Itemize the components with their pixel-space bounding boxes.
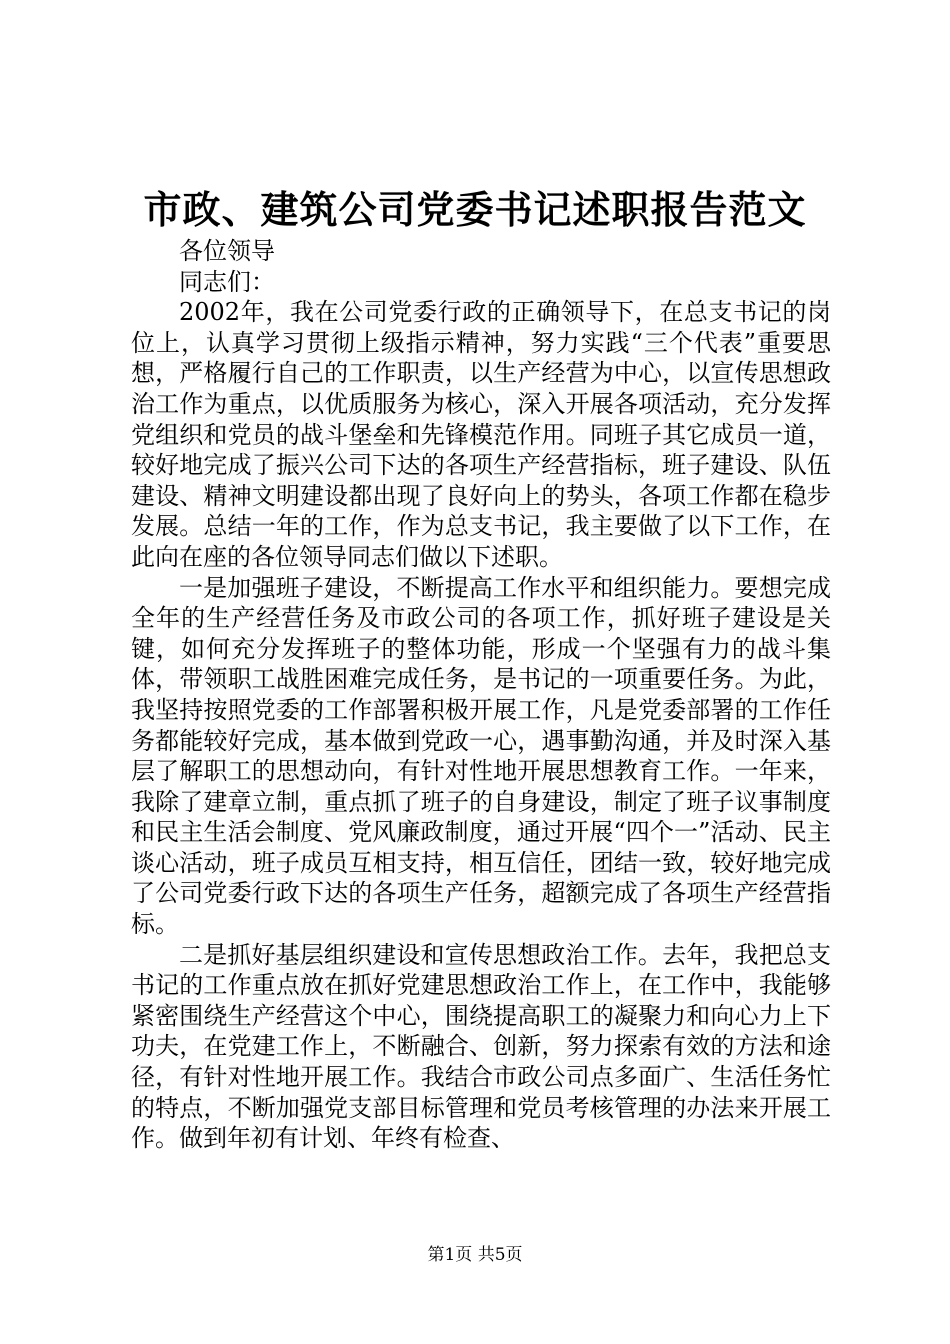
document-body — [131, 236, 831, 1154]
salutation-line: 各位领导 — [179, 237, 275, 265]
salutation-line: 同志们： — [179, 267, 275, 296]
paragraph: 二是抓好基层组织建设和宣传思想政治工作。去年，我把总支书记的工作重点放在抓好党建思想政治工作上，在工作中，我能够紧密围绕生产经营这个中心，围绕提高职工的凝聚力和向心力上下功夫，在党建工作上，不断融合、创新，努力探索有效的方法和途径，有针对性地开展工作。我结合市政公司点多面广、生活任务忙的特点，不断加强党支部目标管理和党员考核管理的办法来开展工作。做到年初有计划、年终有检查、 — [131, 940, 831, 1153]
paragraph: 一是加强班子建设，不断提高工作水平和组织能力。要想完成全年的生产经营任务及市政公司的各项工作，抓好班子建设是关键，如何充分发挥班子的整体功能，形成一个坚强有力的战斗集体，带领职工战胜困难完成任务，是书记的一项重要任务。为此，我坚持按照党委的工作部署积极开展工作，凡是党委部署的工作任务都能较好完成，基本做到党政一心，遇事勤沟通，并及时深入基层了解职工的思想动向，有针对性地开展思想教育工作。一年来，我除了建章立制，重点抓了班子的自身建设，制定了班子议事制度和民主生活会制度、党风廉政制度，通过开展“四个一”活动、民主谈心活动，班子成员互相支持，相互信任，团结一致，较好地完成了公司党委行政下达的各项生产任务，超额完成了各项生产经营指标。 — [131, 573, 831, 939]
paragraph: 2002年，我在公司党委行政的正确领导下，在总支书记的岗位上，认真学习贯彻上级指示精神，努力实践“三个代表”重要思想，严格履行自己的工作职责，以生产经营为中心，以宣传思想政治工作为重点，以优质服务为核心，深入开展各项活动，充分发挥党组织和党员的战斗堡垒和先锋模范作用。同班子其它成员一道，较好地完成了振兴公司下达的各项生产经营指标，班子建设、队伍建设、精神文明建设都出现了良好向上的势头，各项工作都在稳步发展。总结一年的工作，作为总支书记，我主要做了以下工作，在此向在座的各位领导同志们做以下述职。 — [131, 298, 831, 571]
page-footer: 第1页 共5页 — [427, 1245, 523, 1265]
document-title: 市政、建筑公司党委书记述职报告范文 — [143, 187, 807, 232]
